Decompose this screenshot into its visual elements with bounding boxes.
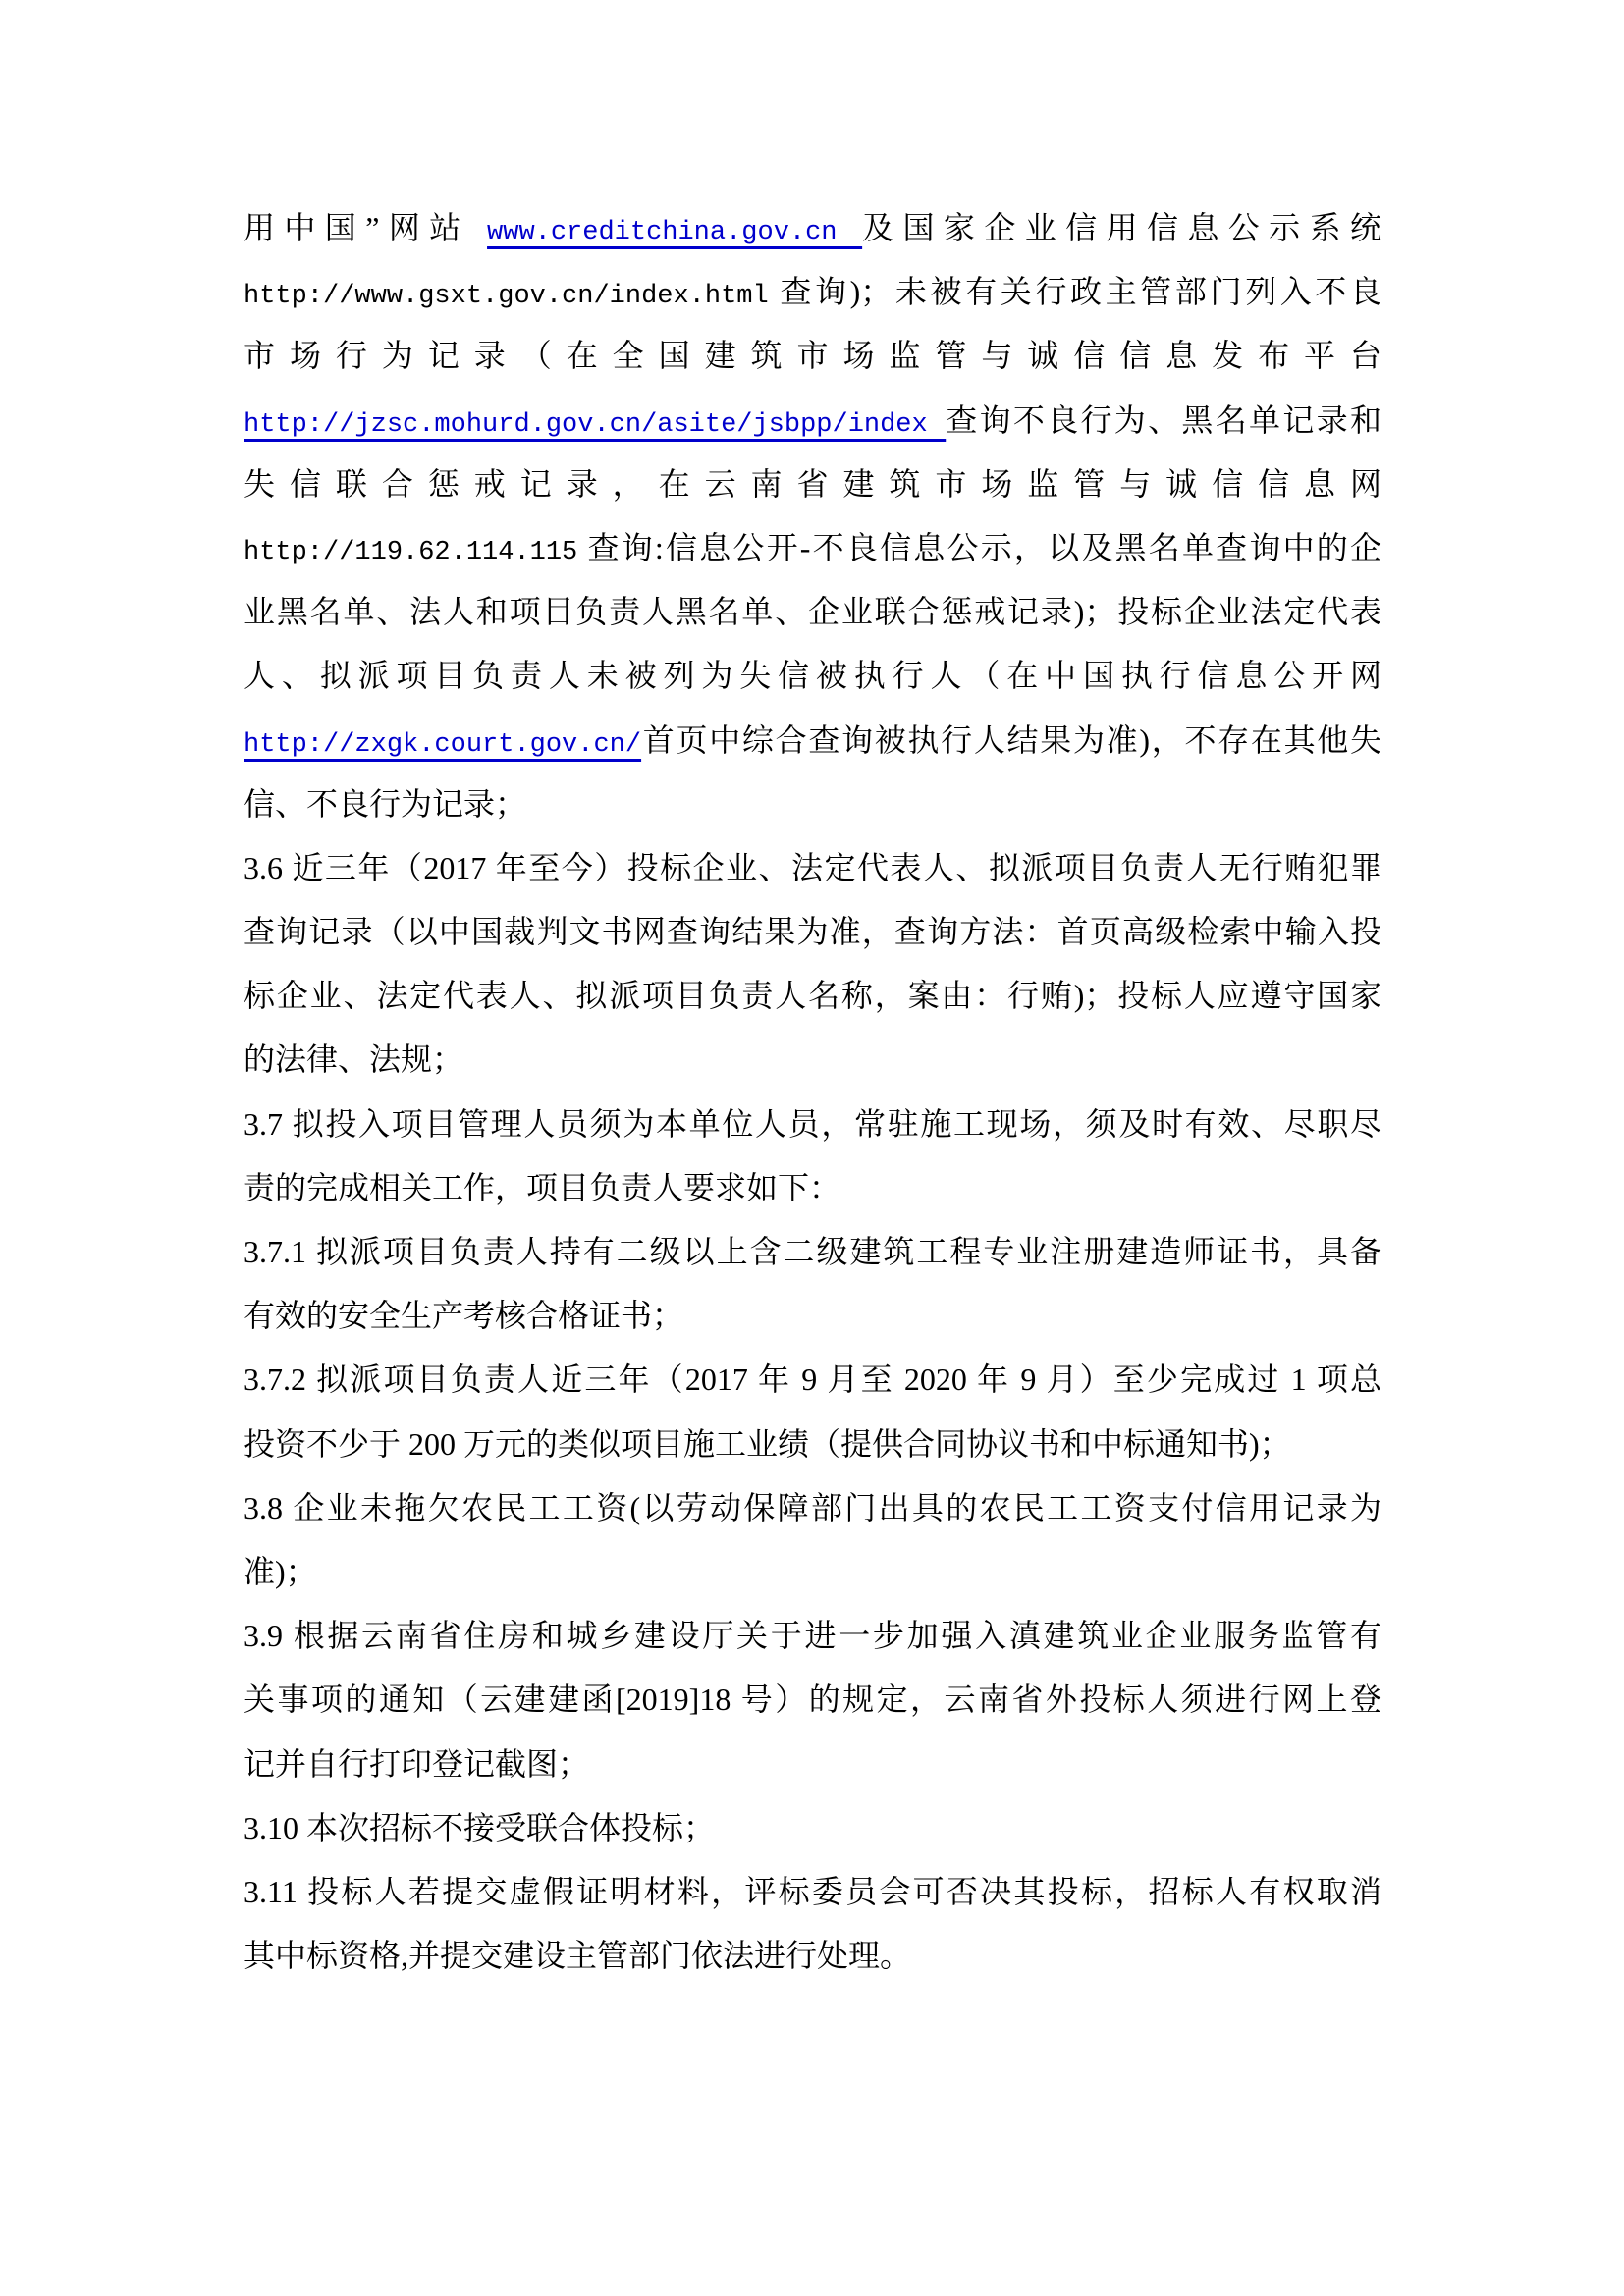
line-text: 查询)；未被有关行政主管部门列入不良: [768, 274, 1381, 310]
line-text: 有效的安全生产考核合格证书；: [244, 1298, 684, 1334]
line-text: 失信联合惩戒记录，在云南省建筑市场监管与诚信信息网: [244, 465, 1381, 502]
line-text: 其中标资格,并提交建设主管部门依法进行处理。: [244, 1938, 912, 1974]
text-line: [244, 1156, 1381, 1220]
text-line: [244, 709, 1381, 773]
zxgk-court-link[interactable]: http://zxgk.court.gov.cn/: [244, 729, 642, 760]
line-text: 市场行为记录（在全国建筑市场监管与诚信信息发布平台: [244, 338, 1381, 374]
line-text: 3.7 拟投入项目管理人员须为本单位人员，常驻施工现场，须及时有效、尽职尽: [244, 1105, 1381, 1142]
line-text: 3.11 投标人若提交虚假证明材料，评标委员会可否决其投标，招标人有权取消: [244, 1873, 1381, 1909]
line-text: 的法律、法规；: [244, 1041, 464, 1078]
text-line-clause-3-7-2: [244, 1348, 1381, 1412]
text-line: [244, 964, 1381, 1028]
text-line: [244, 1924, 1381, 1988]
text-line: [244, 1284, 1381, 1348]
line-text: 用中国”网站: [244, 210, 488, 245]
line-text: 准)；: [244, 1553, 317, 1589]
line-text: 查询记录（以中国裁判文书网查询结果为准，查询方法：首页高级检索中输入投: [244, 914, 1381, 950]
text-line: [244, 516, 1381, 580]
text-line: [244, 196, 1381, 260]
text-line: [244, 1413, 1381, 1476]
document-text-block: [244, 196, 1381, 1988]
line-text: 投资不少于 200 万元的类似项目施工业绩（提供合同协议书和中标通知书)；: [244, 1425, 1291, 1462]
line-text: 记并自行打印登记截图；: [244, 1745, 590, 1782]
text-line: [244, 389, 1381, 453]
text-line: [244, 1733, 1381, 1796]
text-line: [244, 773, 1381, 836]
text-line: [244, 453, 1381, 516]
text-line: [244, 900, 1381, 964]
text-line-clause-3-10: [244, 1796, 1381, 1860]
text-line-clause-3-7: [244, 1093, 1381, 1156]
line-text: 业黑名单、法人和项目负责人黑名单、企业联合惩戒记录)；投标企业法定代表: [244, 594, 1381, 630]
line-text: 人、拟派项目负责人未被列为失信被执行人（在中国执行信息公开网: [244, 658, 1381, 694]
line-text: 标企业、法定代表人、拟派项目负责人名称，案由：行贿)；投标人应遵守国家: [244, 978, 1381, 1014]
text-line: [244, 1028, 1381, 1092]
line-text: 首页中综合查询被执行人结果为准)，不存在其他失: [641, 721, 1381, 758]
line-text: 查询不良行为、黑名单记录和: [946, 401, 1381, 438]
text-line: [244, 324, 1381, 388]
line-text: 3.8 企业未拖欠农民工工资(以劳动保障部门出具的农民工工资支付信用记录为: [244, 1489, 1381, 1525]
line-text: 3.10 本次招标不接受联合体投标；: [244, 1809, 716, 1845]
line-text: 责的完成相关工作，项目负责人要求如下：: [244, 1169, 841, 1205]
text-line: [244, 260, 1381, 324]
jzsc-mohurd-link[interactable]: http://jzsc.mohurd.gov.cn/asite/jsbpp/index: [244, 409, 947, 440]
text-line: [244, 644, 1381, 708]
line-text: 3.9 根据云南省住房和城乡建设厅关于进一步加强入滇建筑业企业服务监管有: [244, 1618, 1381, 1654]
text-line: [244, 580, 1381, 644]
text-line-clause-3-6: [244, 836, 1381, 900]
yn-market-url-text: http://119.62.114.115: [244, 537, 578, 567]
line-text: 3.7.2 拟派项目负责人近三年（2017 年 9 月至 2020 年 9 月）至少完成过 1 项总: [244, 1362, 1381, 1398]
text-line: [244, 1540, 1381, 1604]
text-line-clause-3-11: [244, 1860, 1381, 1924]
line-text: 3.7.1 拟派项目负责人持有二级以上含二级建筑工程专业注册建造师证书，具备: [244, 1234, 1381, 1269]
line-text: 及国家企业信用信息公示系统: [862, 210, 1381, 245]
line-text: 关事项的通知（云建建函[2019]18 号）的规定，云南省外投标人须进行网上登: [244, 1682, 1381, 1718]
text-line: [244, 1668, 1381, 1732]
text-line-clause-3-8: [244, 1476, 1381, 1540]
line-text: 查询:信息公开-不良信息公示，以及黑名单查询中的企: [577, 529, 1381, 565]
creditchina-link[interactable]: www.creditchina.gov.cn: [487, 218, 863, 247]
gsxt-url-text: http://www.gsxt.gov.cn/index.html: [244, 282, 769, 312]
text-line-clause-3-7-1: [244, 1220, 1381, 1284]
text-line-clause-3-9: [244, 1604, 1381, 1668]
line-text: 信、不良行为记录；: [244, 785, 527, 822]
line-text: 3.6 近三年（2017 年至今）投标企业、法定代表人、拟派项目负责人无行贿犯罪: [244, 849, 1381, 885]
